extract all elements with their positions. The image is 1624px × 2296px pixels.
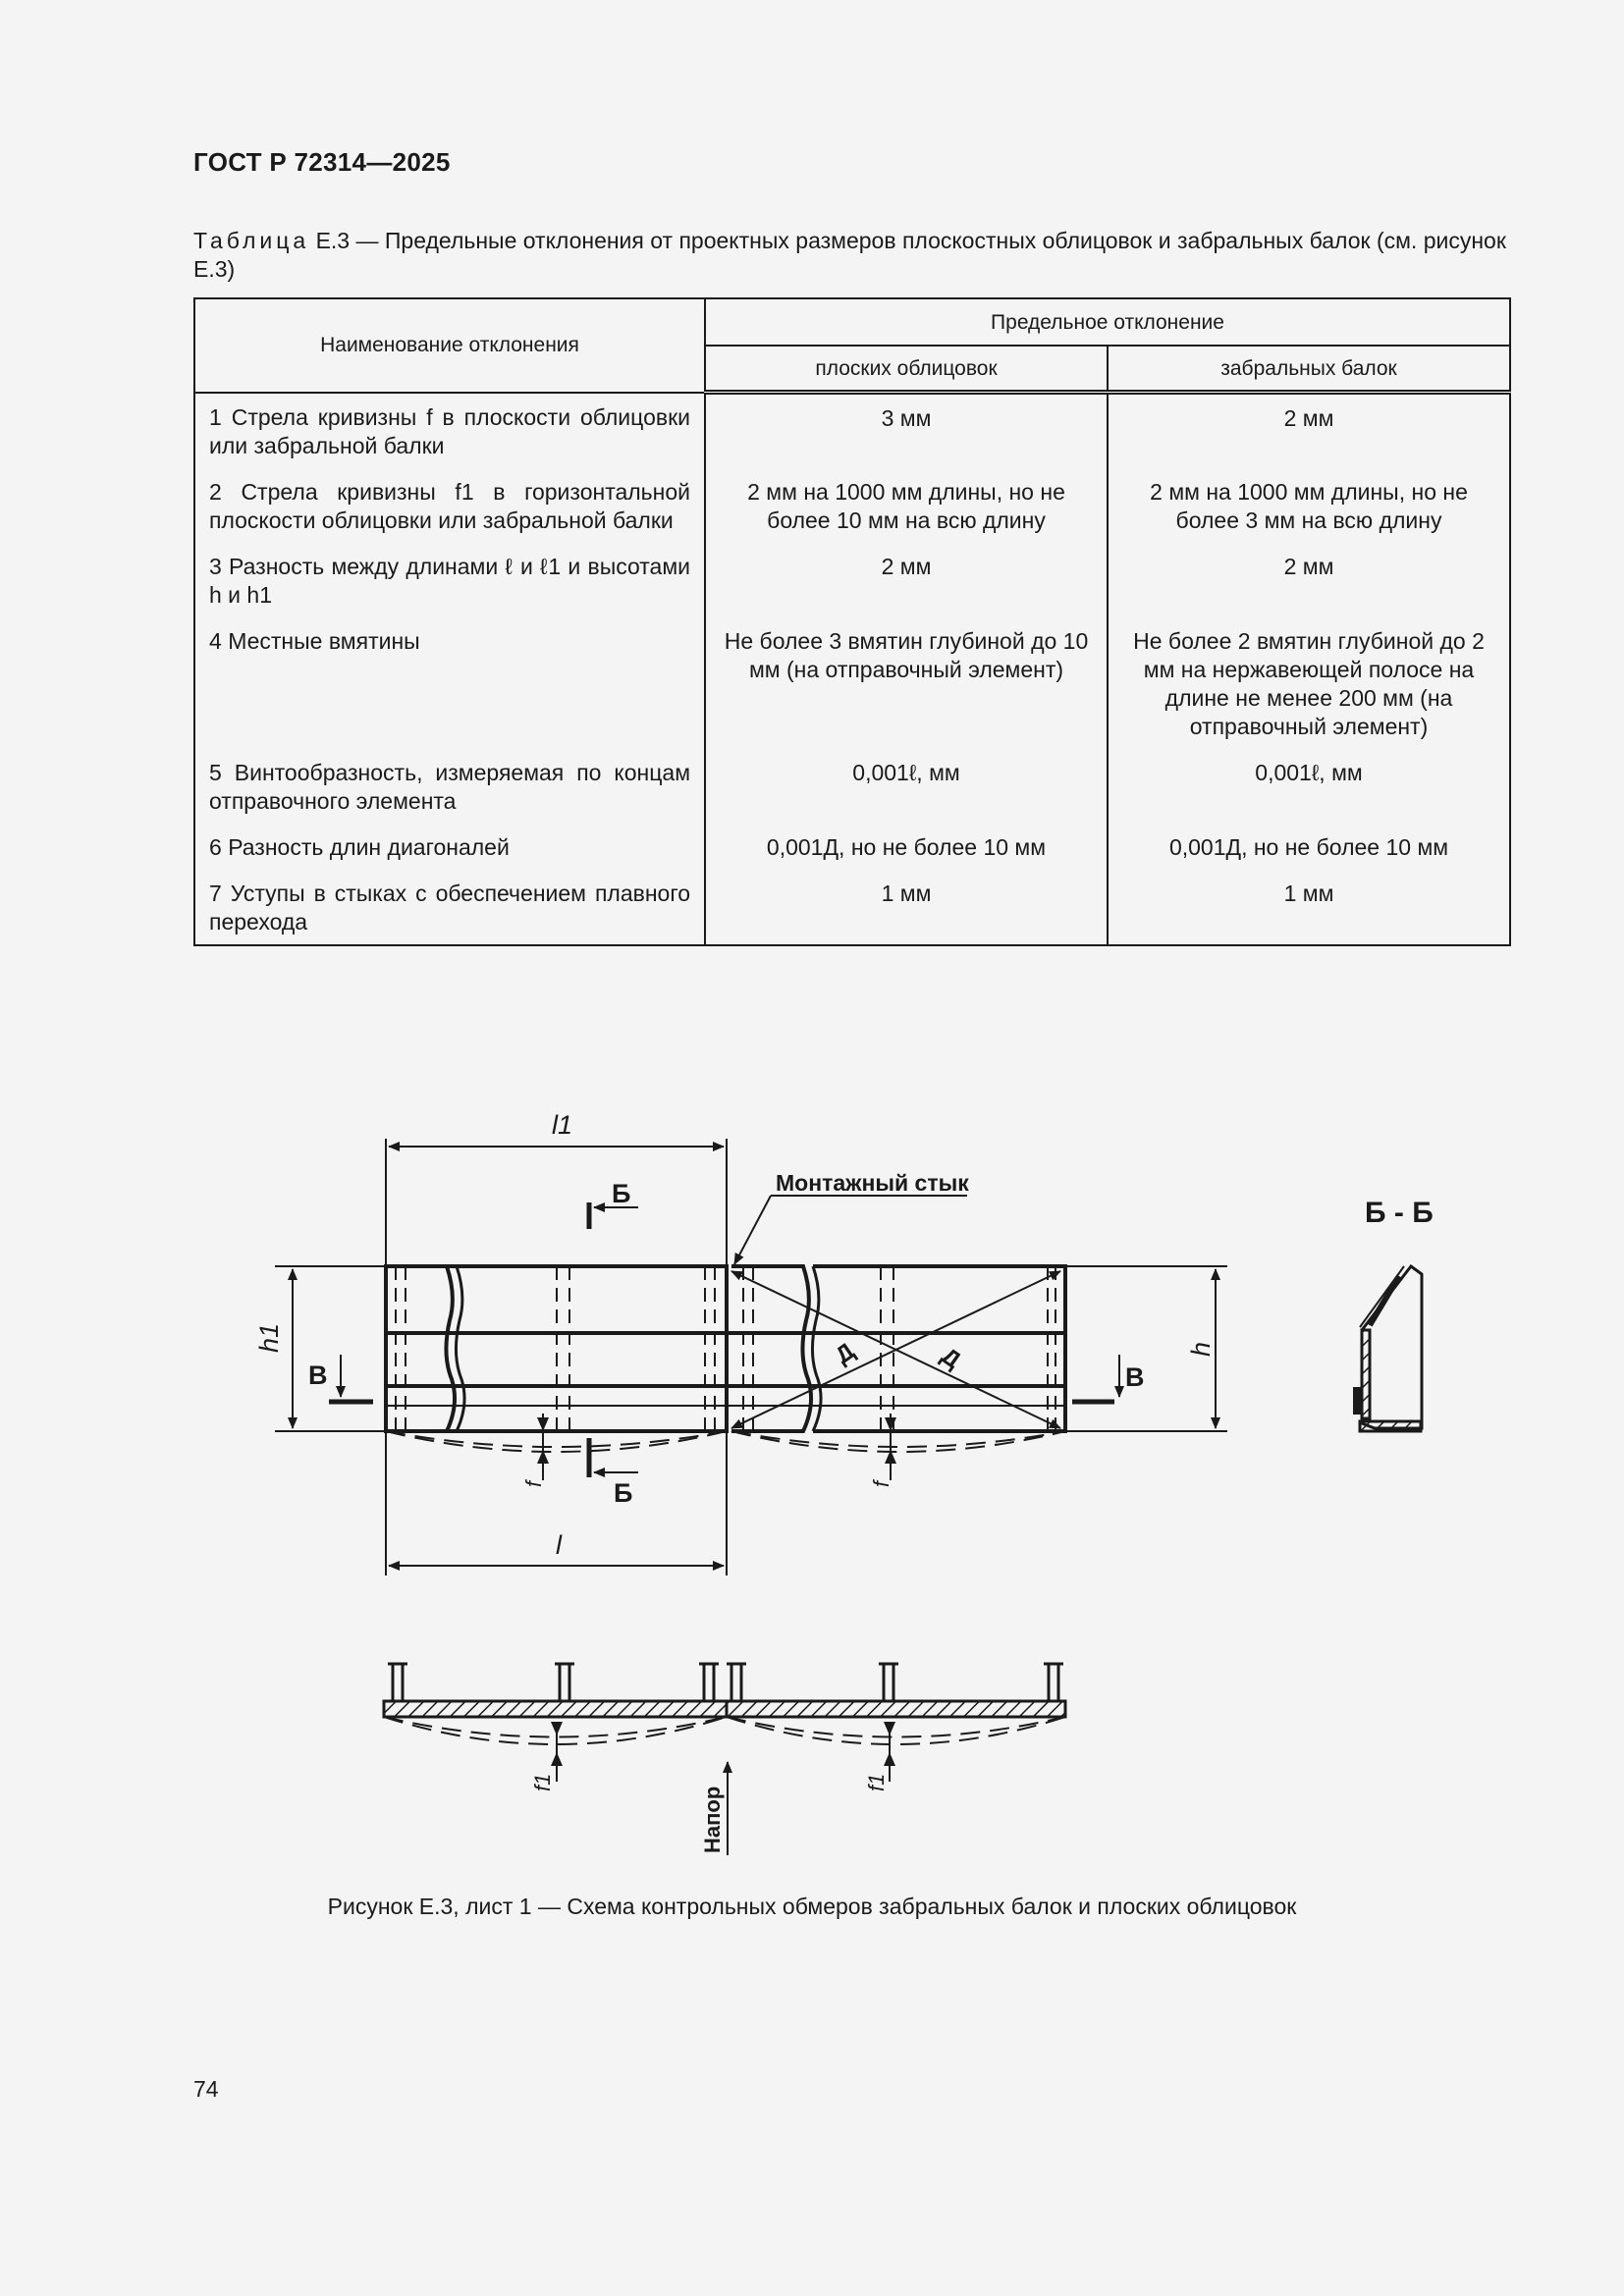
cell-name <box>194 393 705 478</box>
table-row <box>194 833 1510 880</box>
label-l1: l1 <box>552 1110 573 1140</box>
row-number: 5 <box>209 759 222 785</box>
measurement-scheme-figure <box>0 1070 1624 1885</box>
table-caption-prefix: Таблица <box>193 228 310 253</box>
label-h: h <box>1186 1341 1216 1357</box>
table-row <box>194 393 1510 478</box>
cell-beam: 2 мм <box>1108 553 1510 627</box>
table-caption <box>193 227 1509 284</box>
label-f1-right: f1 <box>864 1773 889 1791</box>
column-header-flat: плоских облицовок <box>705 346 1108 393</box>
row-text: Разность между длинами ℓ и ℓ1 и высотами h и h1 <box>209 553 690 608</box>
label-f1-left: f1 <box>530 1773 555 1791</box>
label-pressure: Напор <box>700 1786 725 1853</box>
label-diagonal-2: Д <box>936 1342 966 1374</box>
cell-name <box>194 833 705 880</box>
cell-name <box>194 553 705 627</box>
row-number: 4 <box>209 627 222 654</box>
table-caption-text: Е.3 — Предельные отклонения от проектных размеров плоскостных облицовок и забральных балок (см. рисунок Е.3) <box>193 228 1506 282</box>
label-f-right: f <box>869 1480 893 1487</box>
cell-beam: 2 мм <box>1108 393 1510 478</box>
label-h1: h1 <box>254 1322 284 1353</box>
label-diagonal-1: Д <box>830 1337 860 1369</box>
document-header: ГОСТ Р 72314—2025 <box>193 147 451 177</box>
label-f-left: f <box>521 1480 546 1487</box>
row-text: Стрела кривизны f в плоскости облицовки или забральной балки <box>209 403 690 458</box>
cell-flat-facing: 2 мм <box>705 553 1108 627</box>
label-mounting-joint: Монтажный стык <box>776 1170 969 1196</box>
row-number: 2 <box>209 478 222 505</box>
label-section-v-left: В <box>308 1361 328 1390</box>
column-header-beam: забральных балок <box>1108 346 1510 393</box>
row-text: Разность длин диагоналей <box>228 833 510 860</box>
label-section-title: Б - Б <box>1365 1197 1434 1229</box>
table-row <box>194 880 1510 945</box>
label-l: l <box>556 1530 562 1560</box>
table-row <box>194 478 1510 553</box>
plan-view <box>275 1139 1227 1575</box>
cell-name <box>194 627 705 759</box>
row-text: Уступы в стыках с обеспечением плавного перехода <box>209 880 690 934</box>
row-number: 1 <box>209 403 222 430</box>
cell-beam: 0,001ℓ, мм <box>1108 759 1510 833</box>
cell-name <box>194 759 705 833</box>
table-row <box>194 759 1510 833</box>
column-header-name: Наименование отклонения <box>194 298 705 393</box>
table-row <box>194 627 1510 759</box>
label-section-b-top: Б <box>612 1179 631 1208</box>
deviation-table <box>193 297 1511 946</box>
cell-beam: 2 мм на 1000 мм длины, но не более 3 мм на всю длину <box>1108 478 1510 553</box>
cell-flat-facing: 3 мм <box>705 393 1108 478</box>
cell-name <box>194 880 705 945</box>
column-header-group: Предельное отклонение <box>705 298 1510 346</box>
row-text: Стрела кривизны f1 в горизонтальной плоскости облицовки или забральной балки <box>209 478 691 533</box>
cell-flat-facing: 1 мм <box>705 880 1108 945</box>
cell-flat-facing: 0,001Д, но не более 10 мм <box>705 833 1108 880</box>
row-number: 3 <box>209 553 222 579</box>
elevation-labels <box>530 1774 889 1853</box>
cell-beam: Не более 2 вмятин глубиной до 2 мм на нержавеющей полосе на длине не менее 200 мм (на отправочный элемент) <box>1108 627 1510 759</box>
label-section-b-bottom: Б <box>614 1478 633 1508</box>
cell-name <box>194 478 705 553</box>
cell-flat-facing: 0,001ℓ, мм <box>705 759 1108 833</box>
cell-flat-facing: Не более 3 вмятин глубиной до 10 мм (на отправочный элемент) <box>705 627 1108 759</box>
cell-beam: 1 мм <box>1108 880 1510 945</box>
page-number: 74 <box>193 2076 219 2102</box>
cell-beam: 0,001Д, но не более 10 мм <box>1108 833 1510 880</box>
elevation-view <box>384 1664 1065 1855</box>
row-text: Винтообразность, измеряемая по концам отправочного элемента <box>209 759 691 814</box>
table-body <box>194 393 1510 945</box>
cell-flat-facing: 2 мм на 1000 мм длины, но не более 10 мм на всю длину <box>705 478 1108 553</box>
table-row <box>194 553 1510 627</box>
row-number: 7 <box>209 880 222 906</box>
label-section-v-right: В <box>1125 1362 1145 1392</box>
section-view <box>1353 1266 1422 1431</box>
row-number: 6 <box>209 833 222 860</box>
row-text: Местные вмятины <box>228 627 420 654</box>
figure-caption: Рисунок Е.3, лист 1 — Схема контрольных обмеров забральных балок и плоских облицовок <box>327 1894 1297 1919</box>
